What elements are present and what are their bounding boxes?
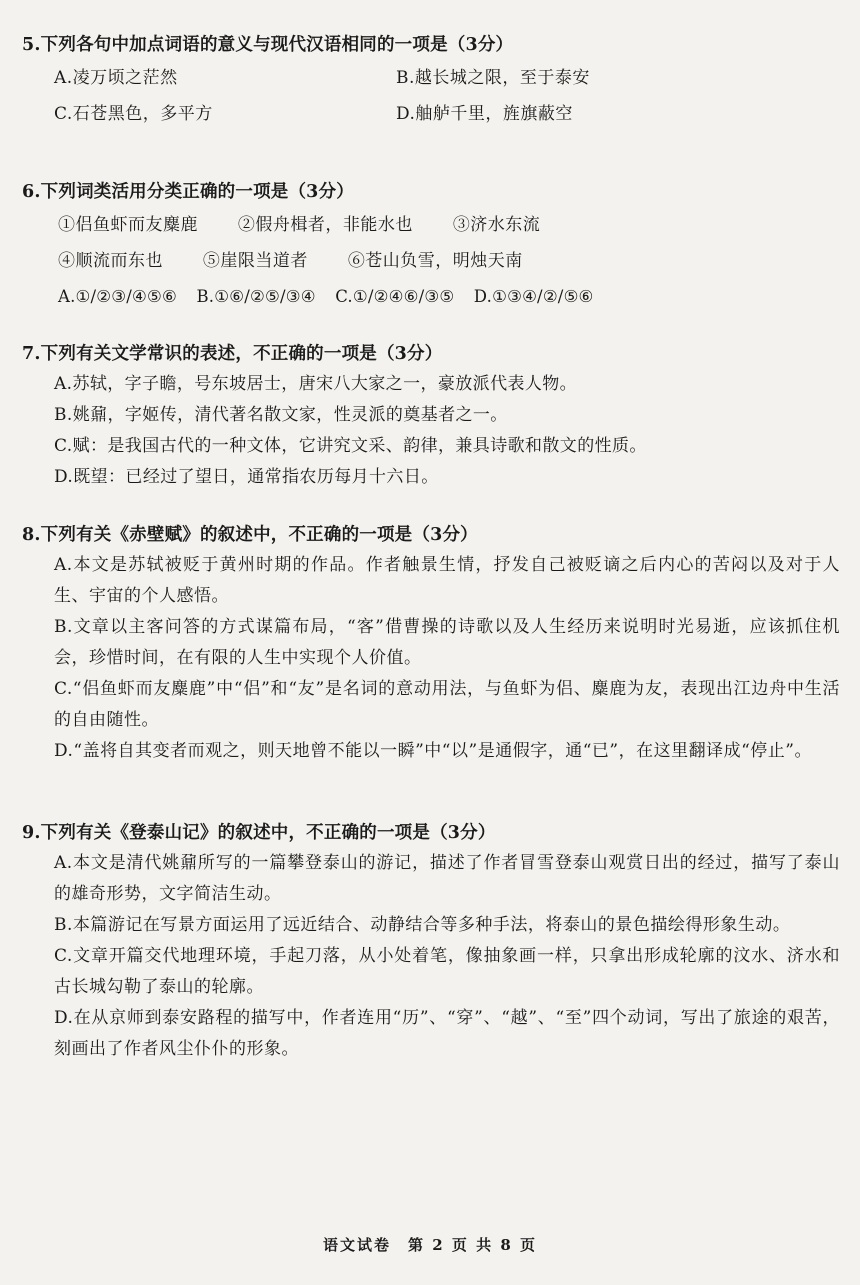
option-d: D.既望：已经过了望日，通常指农历每月十六日。: [54, 467, 439, 487]
question-6-sentences-row-2: [22, 243, 840, 279]
question-5-options: [22, 60, 840, 132]
option-a: A.本文是清代姚鼐所写的一篇攀登泰山的游记，描述了作者冒雪登泰山观赏日出的经过，描写了泰山的雄奇形势，文字简洁生动。: [54, 853, 840, 904]
page-footer: 语文试卷 第 2 页 共 8 页: [323, 1236, 537, 1254]
question-6-choices: [22, 279, 840, 315]
question-6-title: 6.下列词类活用分类正确的一项是（3分）: [22, 182, 354, 202]
sentence-2: ②假舟楫者，非能水也: [237, 215, 413, 235]
choice-a: A.①/②③/④⑤⑥: [58, 287, 178, 306]
sentence-3: ③济水东流: [452, 215, 541, 235]
option-c: C.赋：是我国古代的一种文体，它讲究文采、韵律，兼具诗歌和散文的性质。: [54, 436, 647, 456]
question-6: [22, 177, 840, 315]
question-5: [22, 30, 840, 132]
option-a: A.苏轼，字子瞻，号东坡居士，唐宋八大家之一，豪放派代表人物。: [54, 374, 578, 394]
sentence-4: ④顺流而东也: [58, 251, 163, 271]
question-5-title: 5.下列各句中加点词语的意义与现代汉语相同的一项是（3分）: [22, 35, 514, 55]
option-d: D.在从京师到泰安路程的描写中，作者连用“历”、“穿”、“越”、“至”四个动词，写出了旅途的艰苦，刻画出了作者风尘仆仆的形象。: [54, 1008, 840, 1059]
sentence-5: ⑤崖限当道者: [202, 251, 308, 271]
question-8: [22, 520, 840, 767]
option-a: A.本文是苏轼被贬于黄州时期的作品。作者触景生情，抒发自己被贬谪之后内心的苦闷以及对于人生、宇宙的个人感悟。: [54, 555, 840, 606]
choice-d: D.①③④/②/⑤⑥: [473, 287, 594, 306]
question-7-title: 7.下列有关文学常识的表述，不正确的一项是（3分）: [22, 344, 443, 364]
option-b: B.姚鼐，字姬传，清代著名散文家，性灵派的奠基者之一。: [54, 405, 508, 425]
option-c: C.文章开篇交代地理环境，手起刀落，从小处着笔，像抽象画一样，只拿出形成轮廓的汶水、济水和古长城勾勒了泰山的轮廓。: [54, 946, 840, 997]
option-b: B.文章以主客问答的方式谋篇布局，“客”借曹操的诗歌以及人生经历来说明时光易逝，应该抓住机会，珍惜时间，在有限的人生中实现个人价值。: [54, 617, 840, 668]
option-b: B.越长城之限，至于泰安: [396, 68, 590, 88]
choice-b: B.①⑥/②⑤/③④: [196, 287, 316, 306]
option-a: A.凌万顷之茫然: [54, 68, 178, 88]
question-9: [22, 818, 840, 1065]
choice-c: C.①/②④⑥/③⑤: [335, 287, 455, 306]
option-b: B.本篇游记在写景方面运用了远近结合、动静结合等多种手法，将泰山的景色描绘得形象生动。: [54, 915, 791, 935]
option-c: C.“侣鱼虾而友麋鹿”中“侣”和“友”是名词的意动用法，与鱼虾为侣、麋鹿为友，表现出江边舟中生活的自由随性。: [54, 679, 840, 730]
question-9-title: 9.下列有关《登泰山记》的叙述中，不正确的一项是（3分）: [22, 823, 496, 843]
sentence-1: ①侣鱼虾而友麋鹿: [58, 215, 198, 235]
question-8-title: 8.下列有关《赤壁赋》的叙述中，不正确的一项是（3分）: [22, 525, 478, 545]
option-c: C.石苍黑色，多平方: [54, 104, 213, 124]
question-6-sentences-row-1: [22, 207, 840, 243]
option-d: D.“盖将自其变者而观之，则天地曾不能以一瞬”中“以”是通假字，通“已”，在这里翻译成“停止”。: [54, 741, 812, 761]
sentence-6: ⑥苍山负雪，明烛天南: [347, 251, 523, 271]
option-d: D.舳舻千里，旌旗蔽空: [396, 104, 573, 124]
question-7: [22, 339, 840, 493]
